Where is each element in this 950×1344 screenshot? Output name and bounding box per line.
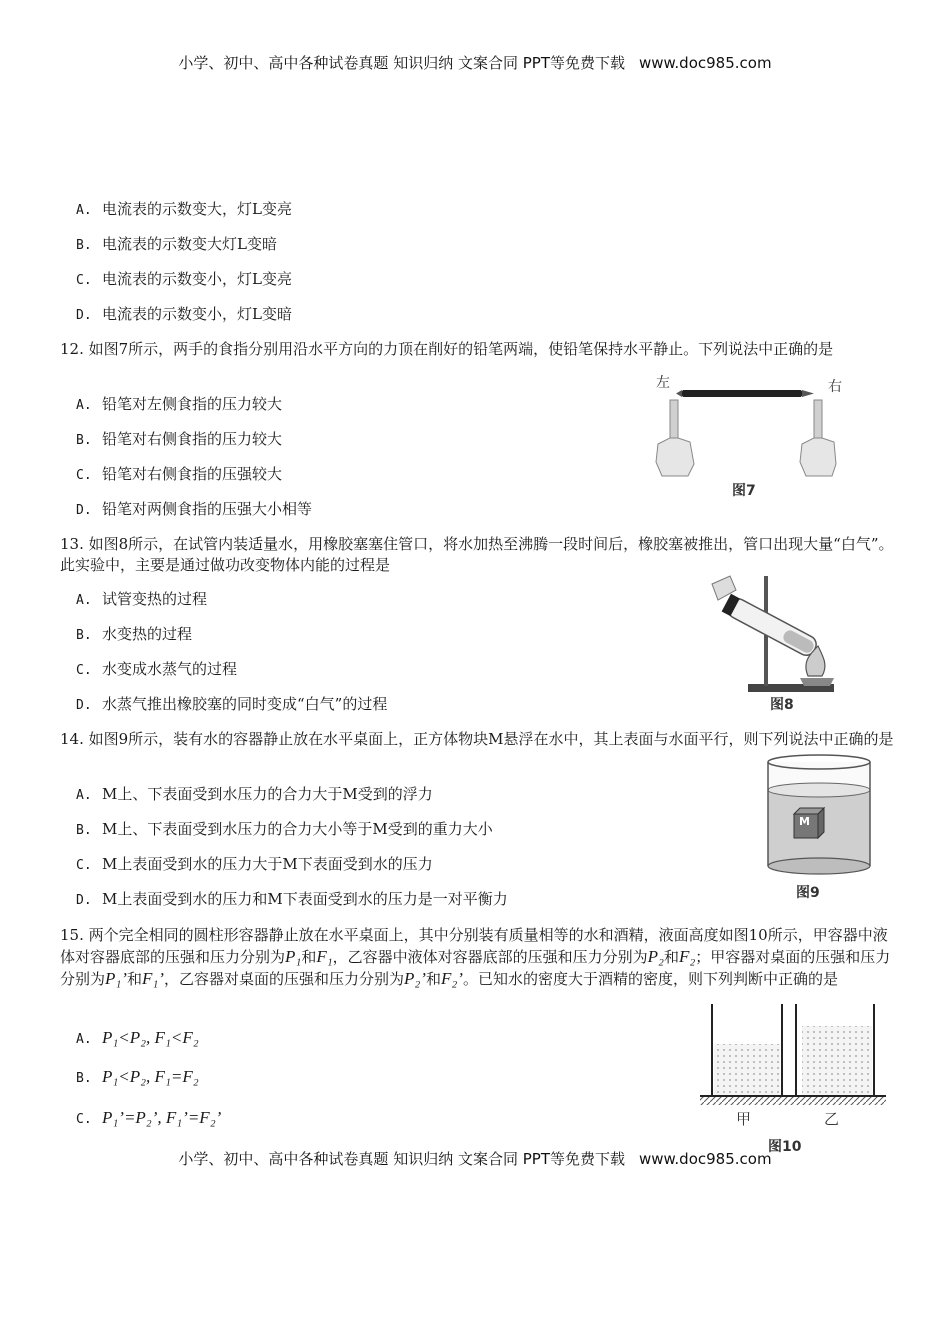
q15-option-a[interactable]: [76, 1028, 199, 1050]
option-letter: A.: [76, 1032, 92, 1047]
container-jia-label: 甲: [736, 1110, 752, 1128]
figure-10: [698, 1000, 888, 1160]
symbol-p2: P₂: [647, 947, 664, 966]
option-letter: B.: [76, 238, 92, 253]
symbol-f2-prime: F₂’: [440, 969, 463, 988]
q11-option-d[interactable]: [76, 304, 292, 326]
option-text: 铅笔对右侧食指的压力较大: [102, 430, 283, 448]
q13-stem: 13. 如图8所示，在试管内装适量水，用橡胶塞塞住管口，将水加热至沸腾一段时间后，橡胶塞被推出，管口出现大量“白气”。此实验中，主要是通过做功改变物体内能的过程是: [60, 535, 894, 574]
footer-url[interactable]: www.doc985.com: [638, 1150, 772, 1168]
q14-option-b[interactable]: [76, 819, 493, 841]
figure-9-caption: 图9: [796, 885, 820, 901]
figure-10-caption: 图10: [768, 1139, 802, 1155]
header-url[interactable]: www.doc985.com: [638, 54, 772, 72]
option-letter: C.: [76, 273, 92, 288]
option-text: M上、下表面受到水压力的合力大于M受到的浮力: [102, 785, 433, 803]
option-letter: A.: [76, 398, 92, 413]
q15-option-b[interactable]: [76, 1067, 199, 1089]
figure-9: [764, 752, 874, 902]
q15-stem-part-a: 15. 两个完全相同的圆柱形容器静止放在水平桌面上，其中分别装有质量相等的水和酒精，液面高度如图10所示，甲容器中液体对容器底部的压强和压力分别为: [60, 926, 888, 966]
page-header: [0, 52, 950, 73]
option-letter: C.: [76, 1112, 92, 1127]
option-text: M上表面受到水的压力和M下表面受到水的压力是一对平衡力: [102, 890, 508, 908]
footer-text: 小学、初中、高中各种试卷真题 知识归纳 文案合同 PPT等免费下载: [178, 1150, 625, 1168]
option-letter: C.: [76, 663, 92, 678]
q15-stem-part-d: ，乙容器对桌面的压强和压力分别为: [163, 970, 404, 988]
symbol-p2-prime: P₂’: [403, 969, 426, 988]
header-text: 小学、初中、高中各种试卷真题 知识归纳 文案合同 PPT等免费下载: [178, 54, 625, 72]
option-text: 电流表的示数变小，灯L变亮: [102, 270, 292, 288]
q12-stem: 12. 如图7所示，两手的食指分别用沿水平方向的力顶在削好的铅笔两端，使铅笔保持水平静止。下列说法中正确的是: [60, 340, 834, 358]
symbol-p1-prime: P₁’: [105, 969, 127, 988]
option-letter: D.: [76, 698, 92, 713]
container-yi-label: 乙: [824, 1110, 840, 1128]
option-letter: D.: [76, 503, 92, 518]
option-letter: B.: [76, 823, 92, 838]
page-footer: [0, 1148, 950, 1169]
block-m-label: M: [799, 815, 810, 828]
option-text: P₁<P₂, F₁<F₂: [102, 1028, 199, 1047]
two-containers-illustration: [698, 1000, 888, 1112]
conj-and: 和: [425, 970, 441, 988]
test-tube-heating-illustration: [706, 566, 836, 714]
option-text: 铅笔对右侧食指的压强较大: [102, 465, 283, 483]
option-text: M上、下表面受到水压力的合力大小等于M受到的重力大小: [102, 820, 493, 838]
option-letter: A.: [76, 788, 92, 803]
q13-option-b[interactable]: [76, 624, 192, 646]
q11-option-c[interactable]: [76, 269, 292, 291]
q14-option-a[interactable]: [76, 784, 433, 806]
option-text: 试管变热的过程: [102, 590, 208, 608]
option-text: 电流表的示数变大，灯L变亮: [102, 200, 292, 218]
option-letter: A.: [76, 203, 92, 218]
option-text: 电流表的示数变大灯L变暗: [102, 235, 277, 253]
q12-option-c[interactable]: [76, 464, 282, 486]
option-letter: D.: [76, 893, 92, 908]
q15-stem: [60, 924, 896, 990]
q11-option-b[interactable]: [76, 234, 277, 256]
option-text: 水变热的过程: [102, 625, 193, 643]
option-letter: C.: [76, 468, 92, 483]
q14-stem: 14. 如图9所示，装有水的容器静止放在水平桌面上，正方体物块M悬浮在水中，其上表面与水面平行，则下列说法中正确的是: [60, 730, 894, 748]
q13-option-c[interactable]: [76, 659, 237, 681]
option-text: M上表面受到水的压力大于M下表面受到水的压力: [102, 855, 433, 873]
figure-7-left-label: 左: [656, 375, 670, 391]
option-letter: B.: [76, 433, 92, 448]
container-block-illustration: [764, 752, 874, 880]
q12-option-b[interactable]: [76, 429, 282, 451]
option-letter: B.: [76, 1071, 92, 1086]
figure-8-caption: 图8: [770, 697, 794, 713]
option-letter: C.: [76, 858, 92, 873]
q13-option-a[interactable]: [76, 589, 207, 611]
figure-7-right-label: 右: [828, 379, 842, 395]
option-text: 电流表的示数变小，灯L变暗: [102, 305, 292, 323]
q15-stem-part-e: 。已知水的密度大于酒精的密度，则下列判断中正确的是: [462, 970, 838, 988]
option-text: 铅笔对两侧食指的压强大小相等: [102, 500, 313, 518]
q14-option-d[interactable]: [76, 889, 508, 911]
option-text: 水蒸气推出橡胶塞的同时变成“白气”的过程: [102, 695, 388, 713]
q11-option-a[interactable]: [76, 199, 292, 221]
symbol-f1: F₁: [316, 947, 333, 966]
symbol-f1-prime: F₁’: [142, 969, 164, 988]
option-text: P₁<P₂, F₁=F₂: [102, 1067, 199, 1086]
figure-7-caption: 图7: [732, 483, 756, 499]
option-text: 铅笔对左侧食指的压力较大: [102, 395, 283, 413]
conj-and: 和: [301, 948, 317, 966]
q12-option-d[interactable]: [76, 499, 312, 521]
option-letter: B.: [76, 628, 92, 643]
q12-option-a[interactable]: [76, 394, 282, 416]
option-text: P₁’=P₂’, F₁’=F₂’: [102, 1108, 222, 1127]
q14-option-c[interactable]: [76, 854, 433, 876]
q13-option-d[interactable]: [76, 694, 387, 716]
symbol-f2: F₂: [678, 947, 696, 966]
q15-stem-part-b: ，乙容器中液体对容器底部的压强和压力分别为: [332, 948, 648, 966]
q15-option-c[interactable]: [76, 1108, 221, 1130]
conj-and: 和: [126, 970, 142, 988]
q15-stem-part-c: ；甲容器对桌面的压强和压力分别为: [60, 948, 891, 988]
option-letter: A.: [76, 593, 92, 608]
conj-and: 和: [663, 948, 679, 966]
figure-8: [706, 566, 836, 714]
figure-7: [648, 372, 848, 502]
option-letter: D.: [76, 308, 92, 323]
symbol-p1: P₁: [285, 947, 302, 966]
option-text: 水变成水蒸气的过程: [102, 660, 238, 678]
